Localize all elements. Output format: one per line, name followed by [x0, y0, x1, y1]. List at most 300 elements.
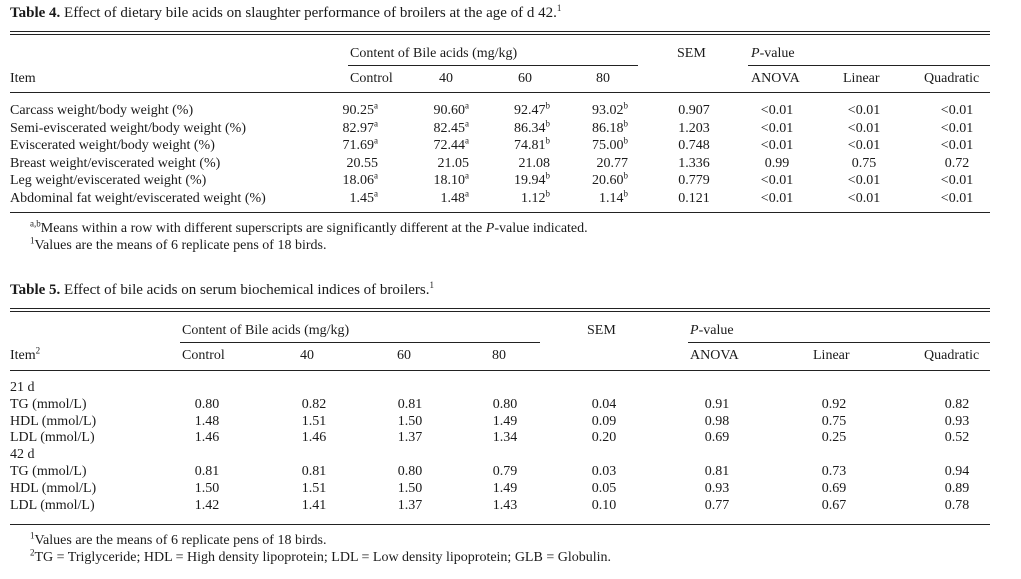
table4-row-2-p-2-value: <0.01 [940, 138, 974, 154]
table5-group-0-row-1-p-2-value: 0.93 [944, 413, 970, 429]
table5-group-1-row-2-p-1 [804, 497, 864, 514]
table5-group-1-row-1-sem-value: 0.05 [591, 480, 617, 496]
table4-row-4-value-1-value: 18.10 [433, 173, 465, 189]
table5-sem-header: SEM [587, 323, 616, 338]
table4-label: Table 4. [10, 5, 61, 21]
table5-group-1-row-2-p-0 [687, 497, 747, 514]
table5-group-0-row-1-p-1 [804, 413, 864, 430]
table5-group-0-row-0-p-2-value: 0.82 [944, 396, 970, 412]
table5-group-1-row-0-p-1 [804, 463, 864, 480]
table5-group-0-row-0-p-0-value: 0.91 [704, 396, 730, 412]
table4-row-0-value-2 [488, 102, 550, 119]
table4-row-0-p-0 [742, 102, 812, 119]
table4-row-5-value-2-superscript: b [545, 188, 550, 199]
table4-row-4-p-0-value: <0.01 [760, 173, 794, 189]
table5-group-0-row-2-p-0-value: 0.69 [704, 430, 730, 446]
table5-group-1-row-0-p-2-value: 0.94 [944, 464, 970, 479]
table5-title: Effect of bile acids on serum biochemical indices of broilers. [64, 282, 430, 298]
table5-header-rule [10, 370, 990, 371]
table4-row-4-sem [664, 172, 724, 189]
table4-col-40: 40 [439, 71, 453, 86]
table4-row-1-value-2 [488, 117, 550, 137]
table4-col-60: 60 [518, 71, 532, 86]
table4-row-1-p-0 [742, 120, 812, 137]
table4-row-4-value-3-value: 20.60 [592, 173, 624, 189]
table4-row-4-value-1 [407, 172, 469, 189]
table4-row-2-value-3 [566, 137, 628, 154]
table5-group-0-row-0-p-1-value: 0.92 [821, 396, 847, 412]
table4-title-sup: 1 [556, 3, 562, 13]
table4-row-0-value-3-superscript: b [623, 100, 628, 111]
table5-group-0-label-value: 21 d [10, 380, 35, 395]
table4-row-5-p-1 [829, 190, 899, 207]
table5-group-1-row-1-value-0-value: 1.50 [194, 480, 220, 496]
table4-row-4-value-1-superscript: a [465, 170, 469, 181]
table4-row-2-sem-value: 0.748 [678, 138, 710, 154]
table4-bottom-rule [10, 212, 990, 213]
table4-row-1-sem-value: 1.203 [678, 120, 710, 136]
table5-group-1-row-2-value-3-value: 1.43 [492, 497, 518, 513]
table5-group-1-row-2-value-2-value: 1.37 [397, 497, 423, 513]
table4-row-2-item [10, 137, 215, 154]
table5-group-1-row-2-value-1-value: 1.41 [301, 497, 327, 513]
table5-group-0-row-2-value-2-value: 1.37 [397, 430, 423, 446]
table5-group-header: Content of Bile acids (mg/kg) [182, 323, 350, 338]
table4-row-0-p-1-value: <0.01 [847, 103, 881, 118]
table5-group-0-row-2-item-value: LDL (mmol/L) [10, 430, 95, 446]
table5-group-0-row-1-p-2 [927, 413, 987, 430]
table5-title-sup: 1 [429, 280, 434, 290]
table5-group-1-row-0-p-0-value: 0.81 [704, 464, 730, 479]
table4-caption [10, 5, 561, 22]
table5-caption [10, 282, 434, 299]
table5-group-0-row-0-value-0 [177, 396, 237, 413]
table5-group-1-row-0-item-value: TG (mmol/L) [10, 464, 87, 479]
table4-row-5-value-2-value: 1.12 [521, 191, 546, 206]
table5-group-1-row-1-value-3-value: 1.49 [492, 480, 518, 496]
table4-sem-header: SEM [677, 46, 706, 61]
table4-row-4-item-value: Leg weight/eviscerated weight (%) [10, 173, 207, 189]
table4-row-1-sem [664, 120, 724, 137]
table5-group-0-row-2-p-1 [804, 429, 864, 446]
table4-row-1-value-2-value: 86.34 [514, 120, 546, 136]
table4-row-2-p-1-value: <0.01 [847, 138, 881, 154]
table4-row-4-value-0-superscript: a [374, 170, 378, 181]
table4-col-linear: Linear [843, 71, 880, 86]
table4-row-4-value-2 [488, 172, 550, 189]
table4-row-1-p-2 [922, 120, 992, 137]
table4-row-5-value-2 [488, 190, 550, 207]
table5-group-1-row-1-value-3 [475, 480, 535, 497]
table5-group-1-label [10, 446, 35, 463]
table4-row-0-value-0-value: 90.25 [342, 103, 374, 118]
table5-group-1-label-value: 42 d [10, 447, 35, 463]
table4-row-1-p-1-value: <0.01 [847, 120, 881, 136]
table5-item-header [10, 347, 40, 364]
table5-pvalue-header [690, 322, 734, 339]
table5-group-0-row-1-value-1 [284, 413, 344, 430]
table5-group-0-row-1-value-2 [380, 413, 440, 430]
table5-group-0-row-0-value-1 [284, 396, 344, 413]
table4-col-80: 80 [596, 71, 610, 86]
table4-top-rule [10, 31, 990, 35]
table4-pvalue-underline [748, 65, 990, 66]
table4-footnote-1-italic: P [485, 221, 495, 236]
table4-row-0-value-2-superscript: b [545, 100, 550, 111]
table5-footnote-1 [30, 530, 327, 549]
table4-row-0-value-1-superscript: a [465, 100, 469, 111]
table5-col-anova: ANOVA [690, 348, 739, 363]
table5-group-1-row-1-value-2-value: 1.50 [397, 480, 423, 496]
table4-pvalue-header [751, 45, 795, 62]
table5-group-0-row-1-p-1-value: 0.75 [821, 413, 847, 429]
table4-row-1-value-3-superscript: b [623, 117, 628, 128]
table4-row-3-p-2-value: 0.72 [944, 155, 970, 171]
table4-row-5-value-0 [316, 190, 378, 207]
table5-footnote-1-sup: 1 [30, 530, 35, 541]
table5-group-0-row-0-p-2 [927, 396, 987, 413]
table4-row-5-item-value: Abdominal fat weight/eviscerated weight (%) [10, 191, 266, 206]
table5-item-header-sup: 2 [35, 345, 41, 356]
table5-group-0-row-2-value-3 [475, 429, 535, 446]
table5-group-1-row-0-sem-value: 0.03 [591, 464, 617, 479]
table4-row-3-value-2 [488, 155, 550, 172]
table4-row-3-value-2-value: 21.08 [518, 155, 550, 171]
table4-footnote-1-text-b: -value indicated. [494, 221, 588, 236]
table5-group-0-row-2-p-2 [927, 429, 987, 446]
table4-item-header: Item [10, 71, 36, 86]
table4-row-4-p-0 [742, 172, 812, 189]
table4-row-4-value-0-value: 18.06 [342, 173, 374, 189]
table4-row-1-value-2-superscript: b [545, 117, 550, 128]
table5-group-0-row-2-sem [574, 429, 634, 446]
table5-group-1-row-2-value-2 [380, 497, 440, 514]
table5-pvalue-rest: -value [698, 323, 734, 338]
table4-row-2-sem [664, 137, 724, 154]
table5-group-0-row-1-value-1-value: 1.51 [301, 413, 327, 429]
table5-footnote-2 [30, 547, 611, 566]
table4-row-4-p-2 [922, 172, 992, 189]
table4-row-3-value-0 [316, 155, 378, 172]
table5-group-1-row-1-value-2 [380, 480, 440, 497]
table5-group-1-row-2-sem-value: 0.10 [591, 497, 617, 513]
table4-row-2-p-2 [922, 137, 992, 154]
table4-row-1-p-0-value: <0.01 [760, 120, 794, 136]
table5-group-0-row-2-p-1-value: 0.25 [821, 430, 847, 446]
table4-row-0-item-value: Carcass weight/body weight (%) [10, 103, 194, 118]
table5-group-0-row-0-value-0-value: 0.80 [194, 396, 220, 412]
table5-group-1-row-2-p-1-value: 0.67 [821, 497, 847, 513]
table5-group-0-row-0-p-1 [804, 396, 864, 413]
table4-row-3-sem-value: 1.336 [678, 155, 710, 171]
table4-row-0-value-3 [566, 102, 628, 119]
table5-label: Table 5. [10, 282, 61, 298]
table5-group-1-row-0-value-1-value: 0.81 [301, 464, 327, 479]
table4-row-2-value-2 [488, 137, 550, 154]
table4-row-4-p-2-value: <0.01 [940, 173, 974, 189]
table4-row-0-sem [664, 102, 724, 119]
table4-row-1-value-1 [407, 117, 469, 137]
table5-col-60: 60 [397, 348, 411, 363]
table4-col-anova: ANOVA [751, 71, 800, 86]
table4-row-3-sem [664, 155, 724, 172]
table5-col-quadratic: Quadratic [924, 348, 980, 363]
table5-group-1-row-2-value-0-value: 1.42 [194, 497, 220, 513]
table5-footnote-2-text: TG = Triglyceride; HDL = High density lipoprotein; LDL = Low density lipoprotein; GLB = Globulin. [34, 550, 611, 565]
table4-row-0-value-3-value: 93.02 [592, 103, 624, 118]
table4-row-0-p-2 [922, 102, 992, 119]
table5-group-1-row-1-p-0-value: 0.93 [704, 480, 730, 496]
table4-row-3-p-1-value: 0.75 [851, 155, 877, 171]
table4-row-0-value-0 [316, 102, 378, 119]
table5-group-0-row-1-item-value: HDL (mmol/L) [10, 413, 97, 429]
table4-row-3-p-0 [742, 155, 812, 172]
table4-row-5-value-3-superscript: b [623, 188, 628, 199]
table4-footnote-1 [30, 218, 588, 237]
table5-group-0-row-1-value-3-value: 1.49 [492, 413, 518, 429]
table5-group-1-row-0-p-1-value: 0.73 [821, 464, 847, 479]
table5-col-control: Control [182, 348, 225, 363]
table5-group-1-row-2-p-2-value: 0.78 [944, 497, 970, 513]
table4-row-1-value-0-superscript: a [374, 117, 378, 128]
table5-group-0-row-1-p-0-value: 0.98 [704, 413, 730, 429]
table4-row-5-value-3 [566, 190, 628, 207]
table4-row-1-value-3-value: 86.18 [592, 120, 624, 136]
table5-group-1-row-1-p-0 [687, 480, 747, 497]
table4-row-3-value-3-value: 20.77 [596, 155, 628, 171]
table4-row-0-p-0-value: <0.01 [760, 103, 794, 118]
table5-group-0-row-1-sem-value: 0.09 [591, 413, 617, 429]
table4-row-4-value-3-superscript: b [623, 170, 628, 181]
table5-group-1-row-1-sem [574, 480, 634, 497]
table5-group-1-row-2-item-value: LDL (mmol/L) [10, 497, 95, 513]
table4-footnote-2-sup: 1 [30, 235, 35, 246]
table5-group-0-row-1-item [10, 413, 96, 430]
table4-row-2-item-value: Eviscerated weight/body weight (%) [10, 138, 215, 154]
table5-group-1-row-0-p-2 [927, 463, 987, 480]
table5-group-0-row-2-sem-value: 0.20 [591, 430, 617, 446]
table4-row-0-item [10, 102, 193, 119]
table5-bottom-rule [10, 524, 990, 525]
table4-row-2-value-0-superscript: a [374, 135, 378, 146]
table4-header-rule [10, 92, 990, 93]
table4-row-2-value-0-value: 71.69 [342, 138, 374, 154]
table5-group-0-row-0-value-1-value: 0.82 [301, 396, 327, 412]
table5-group-1-row-0-value-2 [380, 463, 440, 480]
table5-group-1-row-2-sem [574, 497, 634, 514]
table4-row-5-p-0-value: <0.01 [760, 191, 794, 206]
table4-row-1-value-1-superscript: a [465, 117, 469, 128]
table5-group-0-row-2-p-0 [687, 429, 747, 446]
table5-group-1-row-0-value-3 [475, 463, 535, 480]
table4-row-4-value-2-value: 19.94 [514, 173, 546, 189]
table4-col-control: Control [350, 71, 393, 86]
table4-footnote-2-text: Values are the means of 6 replicate pens of 18 birds. [34, 238, 327, 253]
table4-row-2-value-2-value: 74.81 [514, 138, 546, 154]
table4-row-3-value-1 [407, 155, 469, 172]
table5-group-0-row-0-sem-value: 0.04 [591, 396, 617, 412]
table4-row-5-p-2-value: <0.01 [940, 191, 974, 206]
table4-row-4-p-1 [829, 172, 899, 189]
table5-group-1-row-1-value-0 [177, 480, 237, 497]
table4-title: Effect of dietary bile acids on slaughter performance of broilers at the age of d 42. [64, 5, 557, 21]
table4-row-1-value-1-value: 82.45 [433, 120, 465, 136]
table5-group-0-row-1-value-0 [177, 413, 237, 430]
table4-row-4-value-0 [316, 172, 378, 189]
table5-group-0-row-2-item [10, 429, 95, 446]
table4-row-1-item-value: Semi-eviscerated weight/body weight (%) [10, 120, 246, 136]
table5-group-0-row-0-value-2 [380, 396, 440, 413]
table5-group-1-row-1-p-2-value: 0.89 [944, 480, 970, 496]
table4-row-2-p-0-value: <0.01 [760, 138, 794, 154]
table4-row-4-value-2-superscript: b [545, 170, 550, 181]
table5-group-1-row-1-item [10, 480, 96, 497]
table4-row-5-value-0-value: 1.45 [349, 191, 374, 206]
table4-row-3-value-0-value: 20.55 [346, 155, 378, 171]
table4-row-5-sem [664, 190, 724, 207]
table4-row-0-value-0-superscript: a [374, 100, 378, 111]
table5-group-0-label [10, 379, 35, 396]
table5-group-0-row-2-value-0-value: 1.46 [194, 430, 220, 446]
table4-row-1-p-1 [829, 120, 899, 137]
table4-row-5-sem-value: 0.121 [678, 191, 710, 206]
table5-group-0-row-1-value-0-value: 1.48 [194, 413, 220, 429]
table4-footnote-1-text-a: Means within a row with different superscripts are significantly different at the [40, 221, 486, 236]
table4-row-0-value-1-value: 90.60 [433, 103, 465, 118]
table4-row-0-value-2-value: 92.47 [514, 103, 546, 118]
table4-pvalue-italic: P [751, 46, 760, 61]
table5-group-1-row-2-value-1 [284, 497, 344, 514]
table5-col-40: 40 [300, 348, 314, 363]
table4-row-4-value-3 [566, 172, 628, 189]
table4-row-3-p-1 [829, 155, 899, 172]
table5-group-0-row-2-value-1-value: 1.46 [301, 430, 327, 446]
table4-row-2-p-0 [742, 137, 812, 154]
table4-row-3-item [10, 155, 220, 172]
table5-top-rule [10, 308, 990, 312]
table5-group-1-row-2-p-2 [927, 497, 987, 514]
table5-group-1-row-1-value-1 [284, 480, 344, 497]
table4-row-1-value-0 [316, 117, 378, 137]
table5-item-header-text: Item [10, 348, 36, 363]
table4-row-4-sem-value: 0.779 [678, 173, 710, 189]
table4-row-4-p-1-value: <0.01 [847, 173, 881, 189]
table5-group-1-row-1-p-1-value: 0.69 [821, 480, 847, 496]
table5-group-1-row-0-value-2-value: 0.80 [397, 464, 423, 479]
table4-row-5-item [10, 190, 266, 207]
table5-group-0-row-1-value-3 [475, 413, 535, 430]
table5-group-1-row-0-value-0-value: 0.81 [194, 464, 220, 479]
table4-row-5-p-1-value: <0.01 [847, 191, 881, 206]
table4-footnote-2 [30, 235, 327, 254]
table5-group-0-row-2-value-3-value: 1.34 [492, 430, 518, 446]
table5-group-1-row-2-value-0 [177, 497, 237, 514]
table5-group-1-row-0-p-0 [687, 463, 747, 480]
table5-col-linear: Linear [813, 348, 850, 363]
table5-group-0-row-0-p-0 [687, 396, 747, 413]
table5-group-1-row-2-value-3 [475, 497, 535, 514]
table4-footnote-1-sup: a,b [30, 218, 41, 229]
table4-row-5-value-0-superscript: a [374, 188, 378, 199]
table4-row-2-value-1-value: 72.44 [433, 138, 465, 154]
table4-row-2-value-2-superscript: b [545, 135, 550, 146]
table5-group-1-row-0-value-1 [284, 463, 344, 480]
table4-row-5-value-3-value: 1.14 [599, 191, 624, 206]
table5-group-1-row-1-p-1 [804, 480, 864, 497]
table4-row-5-value-1 [407, 190, 469, 207]
table4-row-3-value-1-value: 21.05 [437, 155, 469, 171]
table5-group-0-row-1-value-2-value: 1.50 [397, 413, 423, 429]
table5-group-1-row-2-item [10, 497, 95, 514]
table4-row-3-p-0-value: 0.99 [764, 155, 790, 171]
table4-row-0-value-1 [407, 102, 469, 119]
table5-group-0-row-2-value-1 [284, 429, 344, 446]
table5-group-1-row-1-item-value: HDL (mmol/L) [10, 480, 97, 496]
table4-row-2-value-3-superscript: b [623, 135, 628, 146]
table4-row-1-value-3 [566, 117, 628, 137]
table5-group-0-row-0-item-value: TG (mmol/L) [10, 396, 87, 412]
table5-group-0-row-1-sem [574, 413, 634, 430]
table4-row-0-sem-value: 0.907 [678, 103, 710, 118]
table5-group-0-row-2-value-2 [380, 429, 440, 446]
table5-group-underline [180, 342, 540, 343]
table5-group-0-row-0-value-3 [475, 396, 535, 413]
table4-row-2-value-1-superscript: a [465, 135, 469, 146]
table4-row-1-p-2-value: <0.01 [940, 120, 974, 136]
table4-row-5-value-1-value: 1.48 [440, 191, 465, 206]
table4-row-3-item-value: Breast weight/eviscerated weight (%) [10, 155, 221, 171]
table4-row-0-p-1 [829, 102, 899, 119]
table4-row-4-item [10, 172, 206, 189]
table4-row-2-p-1 [829, 137, 899, 154]
table5-group-1-row-0-item [10, 463, 87, 480]
table5-group-1-row-2-p-0-value: 0.77 [704, 497, 730, 513]
table4-col-quadratic: Quadratic [924, 71, 980, 86]
table5-footnote-2-sup: 2 [30, 547, 35, 558]
table4-row-2-value-3-value: 75.00 [592, 138, 624, 154]
table5-group-0-row-2-p-2-value: 0.52 [944, 430, 970, 446]
table4-group-header: Content of Bile acids (mg/kg) [350, 46, 518, 61]
table4-row-3-p-2 [922, 155, 992, 172]
table5-group-0-row-0-value-2-value: 0.81 [397, 396, 423, 412]
table5-group-1-row-0-value-3-value: 0.79 [492, 464, 518, 479]
table4-row-1-item [10, 120, 246, 137]
table5-footnote-1-text: Values are the means of 6 replicate pens of 18 birds. [34, 533, 327, 548]
table5-group-1-row-1-p-2 [927, 480, 987, 497]
table5-group-0-row-0-item [10, 396, 87, 413]
table4-pvalue-rest: -value [759, 46, 795, 61]
table4-row-2-value-0 [316, 137, 378, 154]
table5-group-0-row-0-sem [574, 396, 634, 413]
table5-group-1-row-1-value-1-value: 1.51 [301, 480, 327, 496]
table4-row-5-p-0 [742, 190, 812, 207]
table4-row-0-p-2-value: <0.01 [940, 103, 974, 118]
table5-col-80: 80 [492, 348, 506, 363]
table4-row-2-value-1 [407, 137, 469, 154]
table4-row-1-value-0-value: 82.97 [342, 120, 374, 136]
table4-row-5-p-2 [922, 190, 992, 207]
table5-pvalue-italic: P [690, 323, 699, 338]
table5-pvalue-underline [688, 342, 990, 343]
table4-row-3-value-3 [566, 155, 628, 172]
table4-group-underline [348, 65, 638, 66]
table5-group-1-row-0-sem [574, 463, 634, 480]
table5-group-0-row-2-value-0 [177, 429, 237, 446]
table5-group-0-row-0-value-3-value: 0.80 [492, 396, 518, 412]
table5-group-1-row-0-value-0 [177, 463, 237, 480]
table4-row-5-value-1-superscript: a [465, 188, 469, 199]
table5-group-0-row-1-p-0 [687, 413, 747, 430]
